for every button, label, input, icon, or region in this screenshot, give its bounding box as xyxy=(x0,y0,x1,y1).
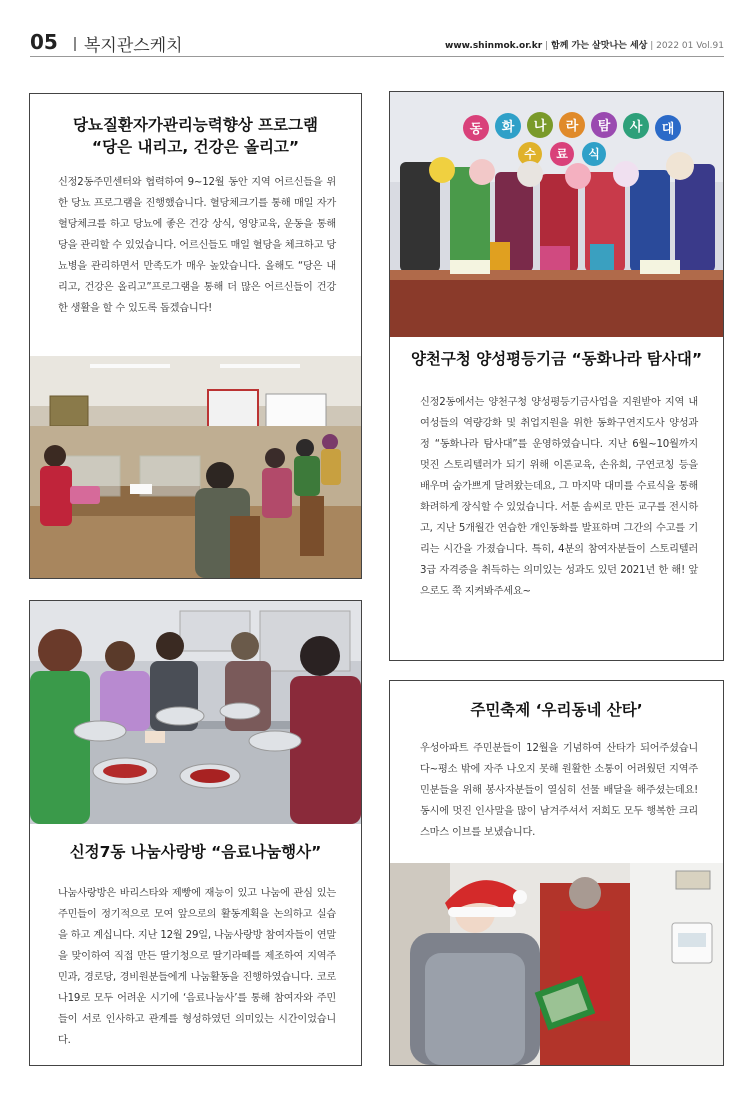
article-diabetes-body: 신정2동주민센터와 협력하여 9~12월 동안 지역 어르신들을 위한 당뇨 프로그램을 진행했습니다. 혈당체크기를 통해 매일 자가혈당체크를 하고 당뇨에 좋은 건강 상식, 영양교육, 운동을 통해 당을 관리할 수 있었습니다. 어르신들도 매일 혈당을 체크하고 당뇨병을 관리하면서 만족도가 매우 높았습니다. 올해도 “당은 내리고, 건강은 올리고”프로그램을 통해 더 많은 어르신들이 건강한 생활을 할 수 있도록 돕겠습니다! xyxy=(58,177,337,314)
page-number: 05 xyxy=(30,30,58,54)
section-title: 복지관스케치 xyxy=(84,36,183,56)
article-sharing-room xyxy=(29,600,362,1066)
banner-char-6: 사 xyxy=(629,120,643,135)
article-santa-title: 주민축제 ‘우리동네 산타’ xyxy=(470,701,643,719)
article-santa xyxy=(389,680,724,1066)
article-storytelling-body: 신정2동에서는 양천구청 양성평등기금사업을 지원받아 지역 내 여성들의 역량강화 및 취업지원을 위한 동화구연지도사 양성과정 “동화나라 탐사대”를 운영하였습니다. 지난 6월~10월까지 멋진 스토리텔러가 되기 위해 이론교육, 손유희, 구연코칭 등을 배우며 숨가쁘게 달려왔는데요, 그 마지막 대미를 수료식을 통해 화려하게 장식할 수 있었습니다. 서툰 솜씨로 만든 교구를 전시하고, 지난 5개월간 연습한 개인동화를 발표하며 그간의 수고를 기리는 시간을 가졌습니다. 특히, 4분의 참여자분들이 스토리텔러 3급 자격증을 취득하는 의미있는 성과도 있던 2021년 한 해! 앞으로도 쭉 지켜봐주세요~ xyxy=(420,397,699,597)
banner-char-5: 탐 xyxy=(597,119,611,134)
banner-char-2: 화 xyxy=(501,120,515,135)
banner-char-4: 라 xyxy=(565,119,579,134)
header-divider xyxy=(74,37,76,51)
banner2-char-1: 수 xyxy=(524,147,536,161)
photo-diabetes-class xyxy=(30,356,361,578)
article-diabetes-title-line1: 당뇨질환자가관리능력향상 프로그램 xyxy=(73,116,318,134)
banner-char-3: 나 xyxy=(533,119,547,134)
article-storytelling xyxy=(389,91,724,661)
issue-info: 2022 01 Vol.91 xyxy=(656,41,724,51)
article-sharing-room-body: 나눔사랑방은 바리스타와 제빵에 재능이 있고 나눔에 관심 있는 주민들이 정기적으로 모여 앞으로의 활동계획을 논의하고 실습을 하고 계십니다. 지난 12월 29일, 나눔사랑방 참여자들이 연말을 맞이하여 직접 만든 딸기청으로 딸기라떼를 제조하여 지역주민과, 경로당, 경비원분들에게 나눔활동을 진행하였습니다. 코로나19로 모두 어려운 시기에 ‘음료나눔사’를 통해 참여자와 주민들이 서로 인사하고 관계를 형성하였던 의미있는 시간이었습니다. xyxy=(58,888,336,1046)
site-url[interactable]: www.shinmok.or.kr xyxy=(445,41,543,51)
photo-storytelling-graduation xyxy=(390,92,723,337)
banner-char-7: 대 xyxy=(661,122,675,137)
banner2-char-2: 료 xyxy=(556,147,568,161)
article-sharing-room-title: 신정7동 나눔사랑방 “음료나눔행사” xyxy=(69,843,322,861)
article-santa-body: 우성아파트 주민분들이 12월을 기념하여 산타가 되어주셨습니다~평소 밖에 자주 나오지 못해 원활한 소통이 어려웠던 지역주민분들을 위해 봉사자분들이 열심히 선물 배달을 해주셨는데요! 동시에 멋진 인사말을 많이 남겨주셔서 저희도 모두 행복한 크리스마스 이브를 보냈습니다. xyxy=(420,743,698,838)
banner-char-1: 동 xyxy=(469,122,483,137)
article-diabetes xyxy=(29,93,362,579)
photo-sharing-room-kitchen xyxy=(30,601,361,824)
article-storytelling-title: 양천구청 양성평등기금 “동화나라 탐사대” xyxy=(410,350,703,368)
header-info: www.shinmok.or.kr | 함께 가는 살맛나는 세상 | 2022 01 Vol.91 xyxy=(445,41,724,51)
slogan: 함께 가는 살맛나는 세상 xyxy=(551,41,648,51)
banner2-char-3: 식 xyxy=(588,147,600,161)
article-diabetes-title-line2: “당은 내리고, 건강은 올리고” xyxy=(91,138,300,156)
photo-santa-delivery xyxy=(390,863,723,1065)
header-rule xyxy=(30,56,724,57)
article-diabetes-title xyxy=(30,114,361,158)
